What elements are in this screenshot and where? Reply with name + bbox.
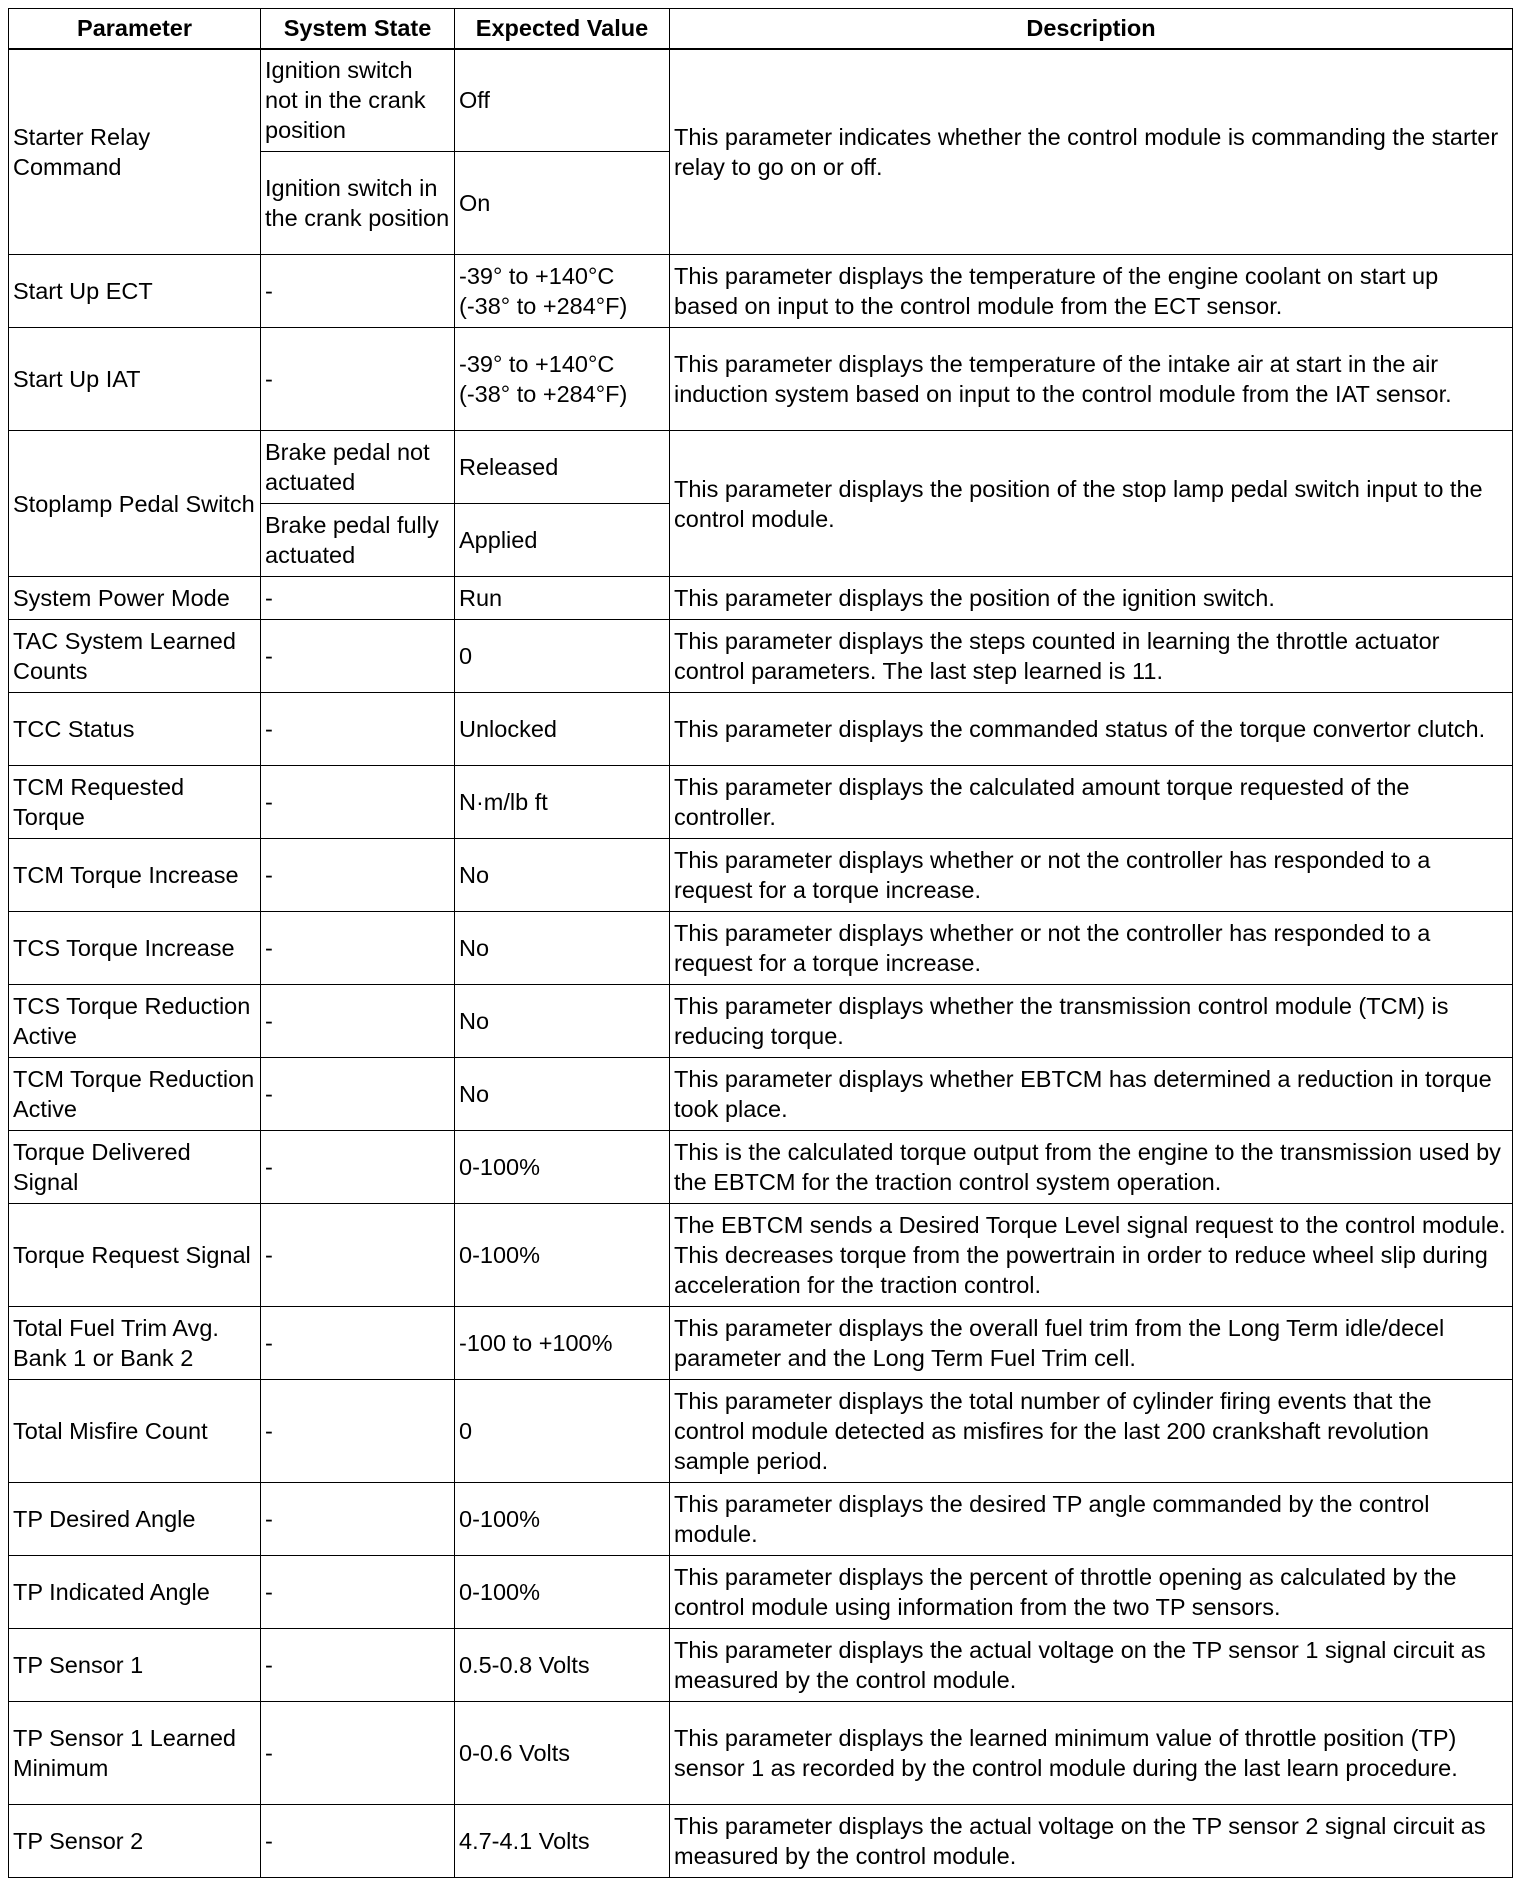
cell-expected-value: 0 bbox=[455, 1380, 670, 1483]
cell-expected-value: 0-0.6 Volts bbox=[455, 1702, 670, 1805]
cell-system-state: - bbox=[261, 985, 455, 1058]
cell-description: This parameter displays the total number of cylinder firing events that the control module detected as misfires for the last 200 crankshaft revolution sample period. bbox=[670, 1380, 1513, 1483]
cell-system-state: Brake pedal not actuated bbox=[261, 431, 455, 504]
table-row bbox=[9, 577, 1513, 620]
cell-system-state: - bbox=[261, 1483, 455, 1556]
cell-description: This parameter displays the temperature of the intake air at start in the air induction system based on input to the control module from the IAT sensor. bbox=[670, 328, 1513, 431]
cell-parameter: TP Sensor 2 bbox=[9, 1805, 261, 1878]
table-row bbox=[9, 1805, 1513, 1878]
cell-parameter: Torque Delivered Signal bbox=[9, 1131, 261, 1204]
table-row bbox=[9, 1307, 1513, 1380]
cell-expected-value: Run bbox=[455, 577, 670, 620]
cell-description: This parameter displays the actual voltage on the TP sensor 2 signal circuit as measured by the control module. bbox=[670, 1805, 1513, 1878]
cell-parameter: TCC Status bbox=[9, 693, 261, 766]
parameter-table bbox=[8, 8, 1513, 1878]
cell-description: This parameter displays the overall fuel trim from the Long Term idle/decel parameter and the Long Term Fuel Trim cell. bbox=[670, 1307, 1513, 1380]
cell-parameter: TP Sensor 1 Learned Minimum bbox=[9, 1702, 261, 1805]
cell-description: This is the calculated torque output from the engine to the transmission used by the EBTCM for the traction control system operation. bbox=[670, 1131, 1513, 1204]
cell-description: The EBTCM sends a Desired Torque Level signal request to the control module. This decreases torque from the powertrain in order to reduce wheel slip during acceleration for the traction control. bbox=[670, 1204, 1513, 1307]
cell-parameter: Total Fuel Trim Avg. Bank 1 or Bank 2 bbox=[9, 1307, 261, 1380]
cell-parameter: TCM Torque Increase bbox=[9, 839, 261, 912]
cell-parameter: TAC System Learned Counts bbox=[9, 620, 261, 693]
cell-system-state: - bbox=[261, 1629, 455, 1702]
cell-parameter: TCS Torque Reduction Active bbox=[9, 985, 261, 1058]
header-system-state: System State bbox=[261, 9, 455, 49]
cell-parameter: Stoplamp Pedal Switch bbox=[9, 431, 261, 577]
table-row bbox=[9, 766, 1513, 839]
cell-system-state: Ignition switch in the crank position bbox=[261, 152, 455, 255]
cell-system-state: - bbox=[261, 766, 455, 839]
cell-expected-value: No bbox=[455, 1058, 670, 1131]
cell-parameter: Torque Request Signal bbox=[9, 1204, 261, 1307]
cell-description: This parameter displays the percent of throttle opening as calculated by the control module using information from the two TP sensors. bbox=[670, 1556, 1513, 1629]
cell-system-state: - bbox=[261, 1556, 455, 1629]
cell-description: This parameter displays the commanded status of the torque convertor clutch. bbox=[670, 693, 1513, 766]
header-description: Description bbox=[670, 9, 1513, 49]
cell-description: This parameter displays the temperature of the engine coolant on start up based on input to the control module from the ECT sensor. bbox=[670, 255, 1513, 328]
cell-description: This parameter displays the position of the stop lamp pedal switch input to the control module. bbox=[670, 431, 1513, 577]
cell-expected-value: 0-100% bbox=[455, 1131, 670, 1204]
table-row bbox=[9, 1629, 1513, 1702]
table-row bbox=[9, 839, 1513, 912]
cell-system-state: - bbox=[261, 912, 455, 985]
cell-system-state: Brake pedal fully actuated bbox=[261, 504, 455, 577]
cell-parameter: Start Up ECT bbox=[9, 255, 261, 328]
cell-expected-value: -39° to +140°C (-38° to +284°F) bbox=[455, 255, 670, 328]
cell-system-state: - bbox=[261, 693, 455, 766]
cell-description: This parameter displays the calculated amount torque requested of the controller. bbox=[670, 766, 1513, 839]
cell-system-state: - bbox=[261, 577, 455, 620]
table-row bbox=[9, 431, 1513, 504]
table-row bbox=[9, 328, 1513, 431]
cell-parameter: TP Indicated Angle bbox=[9, 1556, 261, 1629]
cell-description: This parameter displays whether or not the controller has responded to a request for a torque increase. bbox=[670, 839, 1513, 912]
table-row bbox=[9, 1058, 1513, 1131]
cell-system-state: - bbox=[261, 255, 455, 328]
cell-parameter: Starter Relay Command bbox=[9, 49, 261, 255]
cell-expected-value: 4.7-4.1 Volts bbox=[455, 1805, 670, 1878]
cell-expected-value: On bbox=[455, 152, 670, 255]
header-parameter: Parameter bbox=[9, 9, 261, 49]
cell-expected-value: 0-100% bbox=[455, 1483, 670, 1556]
cell-system-state: - bbox=[261, 1307, 455, 1380]
cell-expected-value: Applied bbox=[455, 504, 670, 577]
table-row bbox=[9, 1483, 1513, 1556]
cell-expected-value: 0-100% bbox=[455, 1204, 670, 1307]
cell-parameter: TP Sensor 1 bbox=[9, 1629, 261, 1702]
cell-parameter: TP Desired Angle bbox=[9, 1483, 261, 1556]
cell-expected-value: No bbox=[455, 839, 670, 912]
cell-expected-value: No bbox=[455, 985, 670, 1058]
cell-expected-value: 0-100% bbox=[455, 1556, 670, 1629]
cell-description: This parameter displays the actual voltage on the TP sensor 1 signal circuit as measured by the control module. bbox=[670, 1629, 1513, 1702]
table-row bbox=[9, 1380, 1513, 1483]
table-row bbox=[9, 985, 1513, 1058]
cell-expected-value: 0 bbox=[455, 620, 670, 693]
table-row bbox=[9, 1131, 1513, 1204]
cell-description: This parameter displays the position of the ignition switch. bbox=[670, 577, 1513, 620]
table-row bbox=[9, 1556, 1513, 1629]
cell-expected-value: Off bbox=[455, 49, 670, 152]
table-row bbox=[9, 255, 1513, 328]
cell-expected-value: No bbox=[455, 912, 670, 985]
cell-expected-value: -39° to +140°C (-38° to +284°F) bbox=[455, 328, 670, 431]
cell-system-state: - bbox=[261, 328, 455, 431]
cell-parameter: TCM Torque Reduction Active bbox=[9, 1058, 261, 1131]
table-header-row bbox=[9, 9, 1513, 49]
cell-system-state: - bbox=[261, 1380, 455, 1483]
cell-parameter: Start Up IAT bbox=[9, 328, 261, 431]
table-row bbox=[9, 620, 1513, 693]
cell-system-state: - bbox=[261, 1805, 455, 1878]
cell-system-state: - bbox=[261, 839, 455, 912]
cell-system-state: - bbox=[261, 1131, 455, 1204]
cell-system-state: - bbox=[261, 620, 455, 693]
cell-description: This parameter displays whether or not the controller has responded to a request for a torque increase. bbox=[670, 912, 1513, 985]
cell-expected-value: -100 to +100% bbox=[455, 1307, 670, 1380]
table-row bbox=[9, 49, 1513, 152]
cell-description: This parameter displays the steps counted in learning the throttle actuator control parameters. The last step learned is 11. bbox=[670, 620, 1513, 693]
header-expected-value: Expected Value bbox=[455, 9, 670, 49]
cell-description: This parameter displays the desired TP angle commanded by the control module. bbox=[670, 1483, 1513, 1556]
table-row bbox=[9, 1204, 1513, 1307]
cell-description: This parameter displays whether EBTCM has determined a reduction in torque took place. bbox=[670, 1058, 1513, 1131]
cell-description: This parameter displays the learned minimum value of throttle position (TP) sensor 1 as recorded by the control module during the last learn procedure. bbox=[670, 1702, 1513, 1805]
table-row bbox=[9, 1702, 1513, 1805]
table-row bbox=[9, 693, 1513, 766]
cell-parameter: TCS Torque Increase bbox=[9, 912, 261, 985]
cell-system-state: - bbox=[261, 1058, 455, 1131]
cell-description: This parameter displays whether the transmission control module (TCM) is reducing torque. bbox=[670, 985, 1513, 1058]
cell-parameter: System Power Mode bbox=[9, 577, 261, 620]
cell-expected-value: 0.5-0.8 Volts bbox=[455, 1629, 670, 1702]
cell-parameter: TCM Requested Torque bbox=[9, 766, 261, 839]
cell-expected-value: Unlocked bbox=[455, 693, 670, 766]
cell-system-state: - bbox=[261, 1204, 455, 1307]
cell-description: This parameter indicates whether the control module is commanding the starter relay to go on or off. bbox=[670, 49, 1513, 255]
cell-expected-value: Released bbox=[455, 431, 670, 504]
cell-system-state: - bbox=[261, 1702, 455, 1805]
cell-system-state: Ignition switch not in the crank position bbox=[261, 49, 455, 152]
cell-expected-value: N·m/lb ft bbox=[455, 766, 670, 839]
cell-parameter: Total Misfire Count bbox=[9, 1380, 261, 1483]
table-row bbox=[9, 912, 1513, 985]
